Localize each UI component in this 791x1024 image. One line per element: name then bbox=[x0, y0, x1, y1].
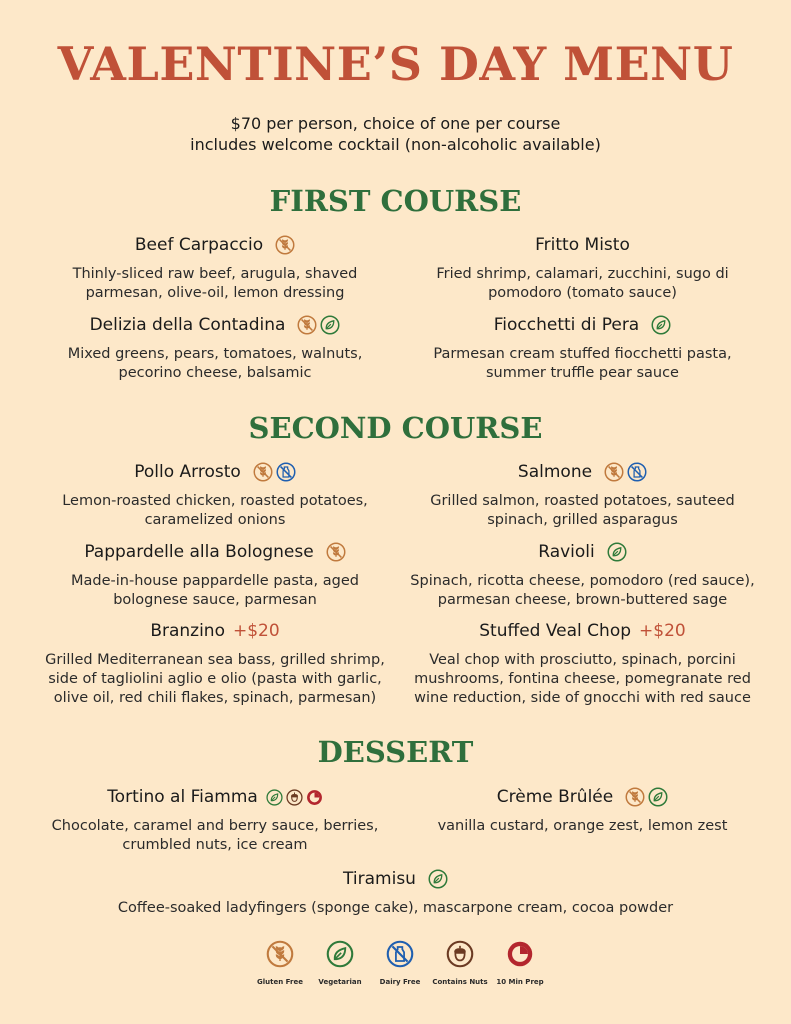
subtitle-line-cocktail: includes welcome cocktail (non-alcoholic available) bbox=[190, 135, 601, 154]
legend-item-vegetarian bbox=[310, 940, 370, 986]
legend-label: 10 Min Prep bbox=[496, 978, 544, 986]
dish-title: Pollo Arrosto bbox=[134, 462, 241, 482]
dish-description-line: bolognese sauce, parmesan bbox=[113, 592, 317, 608]
dish-fritto-misto bbox=[405, 233, 760, 303]
dish-title: Tiramisu bbox=[343, 869, 416, 889]
dish-description-line: Chocolate, caramel and berry sauce, berries, bbox=[51, 818, 379, 834]
dish-description-line: Made-in-house pappardelle pasta, aged bbox=[71, 573, 359, 589]
dish-name bbox=[400, 540, 765, 564]
dish-description bbox=[30, 572, 400, 610]
dish-salmone bbox=[405, 460, 760, 530]
dish-description-line: pomodoro (tomato sauce) bbox=[488, 285, 677, 301]
dish-description-line: Grilled salmon, roasted potatoes, sauteed bbox=[430, 493, 735, 509]
dish-name bbox=[40, 460, 390, 484]
dish-description bbox=[400, 817, 765, 836]
dish-description-line: parmesan cheese, brown-buttered sage bbox=[437, 592, 728, 608]
dish-branzino bbox=[30, 619, 400, 708]
dish-description-line: Lemon-roasted chicken, roasted potatoes, bbox=[62, 493, 368, 509]
vegetarian-icon bbox=[428, 869, 448, 889]
dish-description-line: parmesan, olive-oil, lemon dressing bbox=[85, 285, 345, 301]
legend-item-ten-min-prep bbox=[490, 940, 550, 986]
dish-title: Salmone bbox=[517, 462, 593, 482]
dish-name bbox=[40, 313, 390, 337]
vegetarian-icon bbox=[326, 940, 354, 968]
legend-label: Contains Nuts bbox=[432, 978, 488, 986]
dish-description bbox=[405, 265, 760, 303]
legend-label: Vegetarian bbox=[318, 978, 362, 986]
ten-min-prep-icon bbox=[506, 940, 534, 968]
dish-name bbox=[400, 619, 765, 643]
dish-description-line: mushrooms, fontina cheese, pomegranate red bbox=[414, 671, 751, 687]
dish-tiramisu bbox=[60, 867, 731, 918]
dish-title: Pappardelle alla Bolognese bbox=[84, 542, 314, 562]
first-course-heading: FIRST COURSE bbox=[269, 184, 522, 218]
dish-name bbox=[30, 540, 400, 564]
dish-description-line: Spinach, ricotta cheese, pomodoro (red sauce), bbox=[410, 573, 755, 589]
dish-description-line: Veal chop with prosciutto, spinach, porcini bbox=[429, 652, 736, 668]
dish-title: Beef Carpaccio bbox=[134, 235, 264, 255]
dish-pollo-arrosto bbox=[40, 460, 390, 530]
contains-nuts-icon bbox=[286, 789, 303, 806]
dish-description-line: pecorino cheese, balsamic bbox=[118, 365, 312, 381]
gluten-free-icon bbox=[253, 462, 273, 482]
dish-title: Fritto Misto bbox=[535, 235, 630, 255]
dairy-free-icon bbox=[386, 940, 414, 968]
dish-name bbox=[40, 233, 390, 257]
dish-title: Delizia della Contadina bbox=[89, 315, 286, 335]
dish-description bbox=[30, 817, 400, 855]
dish-description bbox=[40, 265, 390, 303]
vegetarian-icon bbox=[320, 315, 340, 335]
dish-description bbox=[405, 492, 760, 530]
dish-description-line: side of tagliolini aglio e olio (pasta with garlic, bbox=[48, 671, 382, 687]
dish-description-line: wine reduction, side of gnocchi with red sauce bbox=[414, 690, 751, 706]
dairy-free-icon bbox=[276, 462, 296, 482]
vegetarian-icon bbox=[648, 787, 668, 807]
dish-name bbox=[30, 619, 400, 643]
dish-title: Crème Brûlée bbox=[496, 787, 614, 807]
dish-name bbox=[30, 785, 400, 809]
vegetarian-icon bbox=[607, 542, 627, 562]
dish-name bbox=[60, 867, 731, 891]
dish-description-line: caramelized onions bbox=[144, 512, 286, 528]
dish-pappardelle-alla-bolognese bbox=[30, 540, 400, 610]
dish-title: Stuffed Veal Chop bbox=[479, 621, 632, 641]
dish-fiocchetti-di-pera bbox=[405, 313, 760, 383]
dish-name bbox=[405, 313, 760, 337]
second-course-heading: SECOND COURSE bbox=[248, 411, 543, 445]
dish-description-line: Parmesan cream stuffed fiocchetti pasta, bbox=[433, 346, 732, 362]
contains-nuts-icon bbox=[446, 940, 474, 968]
dish-title: Fiocchetti di Pera bbox=[493, 315, 640, 335]
dish-delizia-della-contadina bbox=[40, 313, 390, 383]
dish-title: Ravioli bbox=[538, 542, 595, 562]
menu-subtitle bbox=[0, 113, 791, 155]
dish-name bbox=[400, 785, 765, 809]
dish-description-line: olive oil, red chili flakes, spinach, parmesan) bbox=[53, 690, 377, 706]
legend-item-contains-nuts bbox=[430, 940, 490, 986]
gluten-free-icon bbox=[297, 315, 317, 335]
dietary-legend bbox=[250, 940, 550, 986]
dish-description-line: Fried shrimp, calamari, zucchini, sugo di bbox=[436, 266, 729, 282]
subtitle-line-price: $70 per person, choice of one per course bbox=[230, 114, 561, 133]
vegetarian-icon bbox=[266, 789, 283, 806]
dish-tortino-al-fiamma bbox=[30, 785, 400, 855]
dish-description-line: Coffee-soaked ladyfingers (sponge cake), mascarpone cream, cocoa powder bbox=[117, 900, 674, 916]
dish-description-line: summer truffle pear sauce bbox=[486, 365, 679, 381]
legend-item-dairy-free bbox=[370, 940, 430, 986]
dish-ravioli bbox=[400, 540, 765, 610]
dessert-heading: DESSERT bbox=[317, 735, 474, 769]
dish-name bbox=[405, 460, 760, 484]
dish-title: Tortino al Fiamma bbox=[107, 787, 258, 807]
dish-description-line: crumbled nuts, ice cream bbox=[122, 837, 308, 853]
dish-description-line: spinach, grilled asparagus bbox=[487, 512, 678, 528]
legend-item-gluten-free bbox=[250, 940, 310, 986]
gluten-free-icon bbox=[326, 542, 346, 562]
dairy-free-icon bbox=[627, 462, 647, 482]
dish-description-line: vanilla custard, orange zest, lemon zest bbox=[437, 818, 728, 834]
dish-creme-brulee bbox=[400, 785, 765, 836]
dish-stuffed-veal-chop bbox=[400, 619, 765, 708]
dish-description-line: Mixed greens, pears, tomatoes, walnuts, bbox=[67, 346, 363, 362]
dish-description bbox=[30, 651, 400, 708]
dish-description bbox=[60, 899, 731, 918]
dish-title: Branzino bbox=[150, 621, 225, 641]
ten-min-prep-icon bbox=[306, 789, 323, 806]
gluten-free-icon bbox=[604, 462, 624, 482]
dish-description bbox=[40, 492, 390, 530]
vegetarian-icon bbox=[651, 315, 671, 335]
dish-description bbox=[400, 651, 765, 708]
upcharge-price: +$20 bbox=[232, 621, 280, 641]
dish-description bbox=[405, 345, 760, 383]
dish-name bbox=[405, 233, 760, 257]
legend-label: Dairy Free bbox=[379, 978, 421, 986]
dish-description bbox=[400, 572, 765, 610]
upcharge-price: +$20 bbox=[639, 621, 686, 641]
legend-label: Gluten Free bbox=[257, 978, 303, 986]
gluten-free-icon bbox=[625, 787, 645, 807]
gluten-free-icon bbox=[275, 235, 295, 255]
dish-description-line: Grilled Mediterranean sea bass, grilled shrimp, bbox=[45, 652, 385, 668]
gluten-free-icon bbox=[266, 940, 294, 968]
menu-title: VALENTINE’S DAY MENU bbox=[57, 37, 734, 91]
dish-description bbox=[40, 345, 390, 383]
dish-description-line: Thinly-sliced raw beef, arugula, shaved bbox=[72, 266, 358, 282]
dish-beef-carpaccio bbox=[40, 233, 390, 303]
